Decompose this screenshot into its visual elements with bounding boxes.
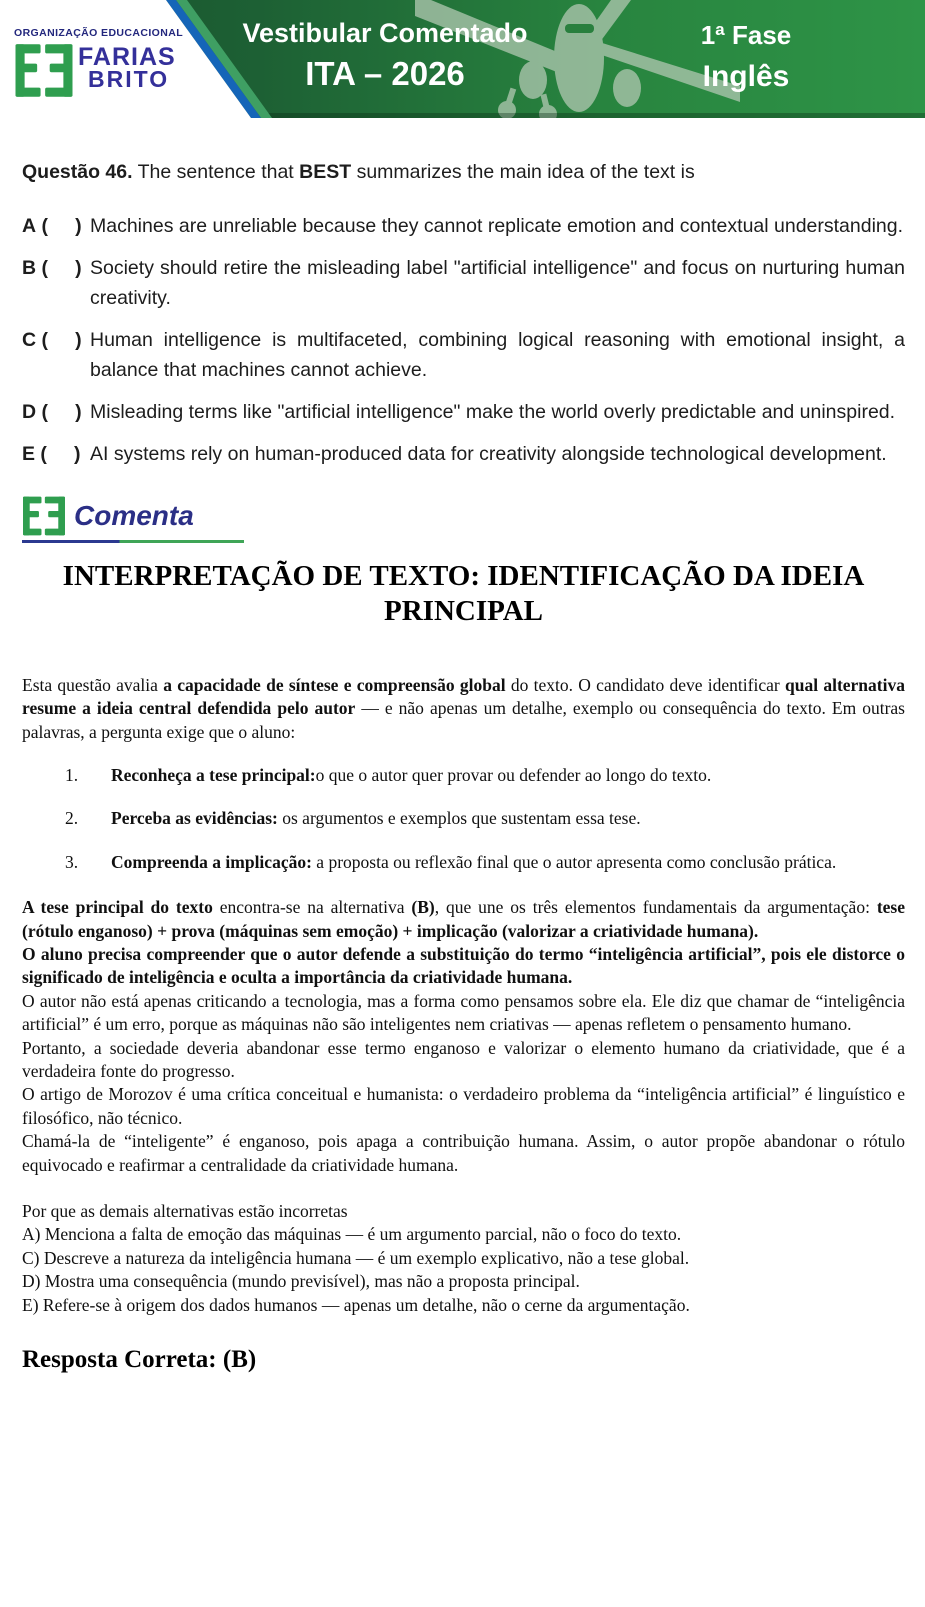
wrong-option-d: D) Mostra uma consequência (mundo previsível), mas não a proposta principal. [22, 1271, 580, 1292]
option-e-marker: E ( ) [22, 443, 81, 465]
banner-title [232, 18, 538, 93]
fb-monogram-icon [14, 42, 74, 99]
list-item-number: 3. [65, 851, 79, 872]
brand-line-brito: BRITO [88, 66, 170, 92]
wrong-options-section [22, 1200, 905, 1317]
banner-phase: 1ª Fase [700, 20, 792, 50]
list-item-text: Reconheça a tese principal:o que o autor quer provar ou defender ao longo do texto. [111, 764, 712, 785]
option-b-text: Society should retire the misleading label "artificial intelligence" and focus on nurturing human creativity. [90, 257, 905, 309]
banner-title-line1: Vestibular Comentado [242, 18, 528, 48]
answer-options [22, 211, 905, 469]
header-banner [0, 0, 925, 118]
list-item-text: Perceba as evidências: os argumentos e exemplos que sustentam essa tese. [111, 808, 641, 829]
question-number: Questão 46. [22, 161, 133, 183]
fb-comenta-logo [22, 495, 244, 543]
option-c-text: Human intelligence is multifaceted, combining logical reasoning with emotional insight, a balance that machines cannot achieve. [90, 329, 905, 381]
brand-line-farias: FARIAS [78, 43, 176, 71]
option-b [22, 253, 905, 313]
option-a-text: Machines are unreliable because they cannot replicate emotion and contextual understanding. [90, 215, 904, 237]
fb-monogram-small-icon [22, 495, 66, 537]
option-c [22, 325, 905, 385]
option-e-text: AI systems rely on human-produced data for creativity alongside technological development. [90, 443, 887, 465]
document-body [0, 158, 925, 1374]
banner-subject: Inglês [702, 60, 790, 93]
list-item [22, 807, 905, 830]
wrong-options-header: Por que as demais alternativas estão incorretas [22, 1201, 348, 1222]
commentary-paragraph: Chamá-la de “inteligente” é enganoso, pois apaga a contribuição humana. Assim, o autor propõe abandonar o rótulo equivocado e reafirmar a centralidade da criatividade humana. [22, 1131, 905, 1175]
thesis-paragraph: A tese principal do texto encontra-se na alternativa (B), que une os três elementos fundamentais da argumentação: tese (rótulo enganoso) + prova (máquinas sem emoção) + implicação (valorizar a criatividade humana). [22, 897, 905, 941]
analysis-title: INTERPRETAÇÃO DE TEXTO: IDENTIFICAÇÃO DA IDEIA PRINCIPAL [62, 560, 865, 628]
comenta-wordmark: Comenta [74, 500, 194, 531]
list-item-text: Compreenda a implicação: a proposta ou reflexão final que o autor apresenta como conclusão prática. [111, 851, 837, 872]
option-e [22, 439, 905, 469]
option-d [22, 397, 905, 427]
question-emphasis: BEST [299, 161, 352, 183]
analysis-intro: Esta questão avalia a capacidade de síntese e compreensão global do texto. O candidato deve identificar qual alternativa resume a ideia central defendida pelo autor — e não apenas um detalhe, exemplo ou consequência do texto. Em outras palavras, a pergunta exige que o aluno: [22, 674, 905, 742]
commentary-paragraph: O artigo de Morozov é uma crítica conceitual e humanista: o verdadeiro problema da “inteligência artificial” é linguístico e filosófico, não técnico. [22, 1084, 905, 1128]
option-c-marker: C ( ) [22, 329, 82, 351]
banner-title-line2: ITA – 2026 [305, 55, 465, 92]
wrong-option-c: C) Descreve a natureza da inteligência humana — é um exemplo explicativo, não a tese global. [22, 1247, 690, 1268]
banner-phase-subject [660, 20, 832, 94]
list-item [22, 851, 905, 874]
option-b-marker: B ( ) [22, 257, 82, 279]
correct-answer: Resposta Correta: (B) [22, 1346, 257, 1374]
commentary-paragraph: O autor não está apenas criticando a tecnologia, mas a forma como pensamos sobre ela. Ele diz que chamar de “inteligência artificial” é um erro, porque as máquinas não são inteligentes nem criativas — apenas refletem o pensamento humano. [22, 990, 905, 1035]
list-item [22, 764, 905, 787]
option-d-marker: D ( ) [22, 401, 82, 423]
question-statement: Questão 46. The sentence that BEST summarizes the main idea of the text is [22, 161, 695, 183]
farias-brito-logo [14, 27, 183, 99]
option-a [22, 211, 905, 241]
org-label: ORGANIZAÇÃO EDUCACIONAL [14, 27, 184, 39]
comenta-underline [22, 540, 244, 543]
key-point-paragraph: O aluno precisa compreender que o autor defende a substituição do termo “inteligência artificial”, pois ele distorce o significado de inteligência e oculta a importância da criatividade humana. [22, 944, 905, 988]
option-d-text: Misleading terms like "artificial intelligence" make the world overly predictable and uninspired. [90, 401, 896, 423]
list-item-number: 2. [65, 808, 79, 829]
option-a-marker: A ( ) [22, 215, 82, 237]
list-item-number: 1. [65, 764, 79, 785]
commentary-paragraph: Portanto, a sociedade deveria abandonar esse termo enganoso e valorizar o elemento humano da criatividade, que é a verdadeira fonte do progresso. [22, 1037, 905, 1082]
criteria-list [22, 764, 905, 874]
wrong-option-e: E) Refere-se à origem dos dados humanos — apenas um detalhe, não o cerne da argumentação. [22, 1294, 690, 1315]
brand-wordmark [78, 43, 176, 92]
wrong-option-a: A) Menciona a falta de emoção das máquinas — é um argumento parcial, não o foco do texto. [22, 1224, 682, 1245]
